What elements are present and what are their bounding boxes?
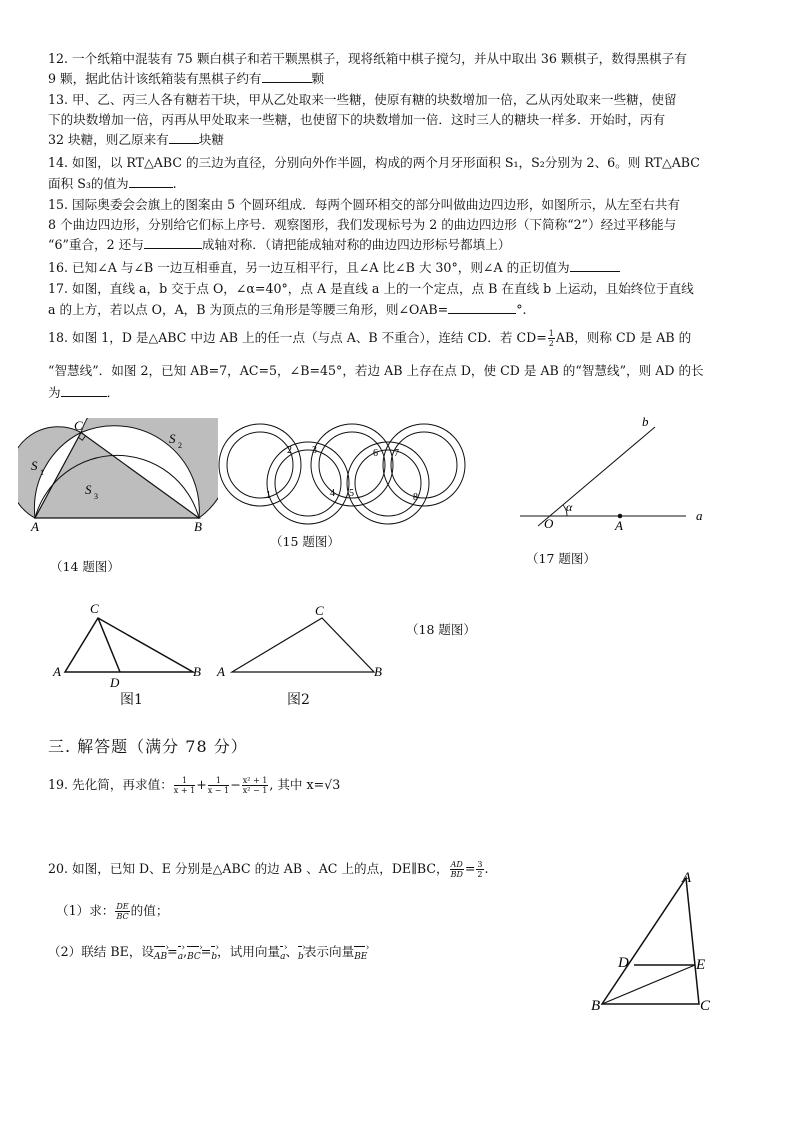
fig17-label-o: O: [544, 516, 554, 531]
fig17-label-b: b: [642, 414, 649, 429]
fig14-label-c: C: [74, 418, 83, 433]
q19-frac1: [174, 776, 195, 795]
q20-vector-be: BE ›: [354, 943, 367, 966]
q15-blank: [144, 236, 202, 249]
q19-minus: −: [230, 777, 241, 792]
q13-line3: [48, 131, 224, 149]
q19-frac3-num: x² + 1: [242, 776, 268, 785]
q17-line1: 17. 如图，直线 a，b 交于点 O，∠α=40°，点 A 是直线 a 上的一个定点，点 B 在直线 b 上运动，且始终位于直线: [48, 281, 694, 296]
fig20-label-c: C: [700, 998, 711, 1014]
q12-unit: 颗: [311, 71, 325, 86]
fig20-label-a: A: [682, 870, 692, 886]
fig15-ring-3: [383, 424, 465, 506]
fig20-label-e: E: [696, 957, 706, 973]
fig18-diagram: [50, 596, 390, 696]
q13-line2: 下的块数增加一倍，丙再从甲处取来一些糖，也使留下的块数增加一倍．这时三人的糖块一样多．开始时，丙有: [48, 112, 666, 127]
q20-vector-ab: AB ›: [154, 943, 167, 966]
q20-vector-a-2: a ›: [280, 943, 285, 966]
q20-part2: [48, 943, 367, 966]
fig18-fig2-label-c: C: [315, 603, 324, 618]
q19-frac1-den: x + 1: [173, 786, 196, 795]
q20-part1: [56, 902, 168, 921]
q16-blank: [570, 259, 620, 272]
q20-part1-text: （1）求：: [56, 903, 115, 918]
q18-text-a: 18. 如图 1，D 是△ABC 中边 AB 上的任一点（与点 A、B 不重合），连结 CD．若 CD=: [48, 330, 547, 345]
q19-frac1-num: 1: [174, 776, 195, 786]
fig20-label-d: D: [618, 955, 629, 971]
q20-part2-mid: ，试用向量: [217, 944, 281, 959]
q16-line1: [48, 259, 620, 277]
fig14-diagram: [18, 418, 218, 538]
fig14-label-s3: S: [85, 482, 92, 497]
fig15-label-5: 5: [349, 488, 354, 499]
q13-blank: [169, 131, 199, 144]
q19-frac3-den: x² − 1: [242, 786, 268, 795]
q12-line2: [48, 70, 324, 88]
q12-line1: 12. 一个纸箱中混装有 75 颗白棋子和若干颗黑棋子，现将纸箱中棋子搅匀，并从中取出 36 颗棋子，数得黑棋子有: [48, 51, 687, 66]
q18-line1: [48, 329, 691, 348]
fig18-fig2-label-b: B: [374, 664, 382, 679]
q16-text: 16. 已知∠A 与∠B 一边互相垂直，另一边互相平行，且∠A 比∠B 大 30°，则∠A 的正切值为: [48, 260, 570, 275]
q14-line2: [48, 175, 177, 193]
q18-frac-num: 1: [548, 329, 554, 338]
q19-text: 19. 先化简，再求值：: [48, 777, 173, 792]
q20-end: .: [484, 861, 489, 876]
q20-dot: 、: [285, 944, 299, 959]
fig18-fig1-label-d: D: [110, 675, 120, 690]
q14-text: 面积 S₃的值为: [48, 176, 129, 191]
q20-frac-value: [476, 860, 483, 879]
q13-unit: 块糖: [198, 132, 224, 147]
fig17-line-b: [538, 427, 655, 526]
q18-line3: [48, 384, 119, 402]
fig18-fig2-triangle: [232, 618, 374, 672]
fig14-label-s1-sub: 1: [40, 468, 44, 477]
fig14-label-s3-sub: 3: [94, 492, 98, 501]
q15-tail: 成轴对称．（请把能成轴对称的曲边四边形标号都填上）: [201, 237, 511, 252]
fig18-fig1-label-c: C: [90, 601, 99, 616]
fig15-label-1: 1: [266, 490, 271, 501]
q15-text: “6”重合，2 还与: [48, 237, 144, 252]
q18-blank: [61, 384, 107, 397]
q12-text: 9 颗，据此估计该纸箱装有黑棋子约有: [48, 71, 262, 86]
fig17-diagram: [510, 410, 710, 532]
q20-line1: [48, 860, 489, 879]
fig18-fig1-label-b: B: [193, 664, 201, 679]
q20-vector-bc: BC ›: [187, 943, 201, 966]
caption-fig1: 图1: [120, 692, 143, 708]
q19-frac2: [208, 776, 229, 795]
q19-plus: +: [196, 777, 207, 792]
caption-15: （15 题图）: [270, 534, 340, 549]
q19-sqrt: √3: [324, 777, 341, 792]
fig18-fig2-label-a: A: [217, 664, 225, 679]
fig14-label-s2: S: [169, 431, 176, 446]
fig17-label-point-a: A: [615, 518, 623, 532]
q20-vector-b: b ›: [211, 943, 217, 966]
q15-line2: 8 个曲边四边形，分别给它们标上序号．观察图形，我们发现标号为 2 的曲边四边形（下简称“2”）经过平移能与: [48, 217, 677, 232]
fig15-label-7: 7: [394, 448, 399, 459]
fig14-label-b: B: [194, 519, 202, 534]
q18-text-c: 为: [48, 385, 61, 400]
q19-frac2-num: 1: [208, 776, 229, 786]
q19-line: [48, 776, 340, 795]
caption-14: （14 题图）: [50, 559, 120, 574]
q17-text: a 的上方，若以点 O，A，B 为顶点的三角形是等腰三角形，则∠OAB=: [48, 302, 449, 317]
q20-vector-b-2: b ›: [298, 943, 304, 966]
fig17-label-a-line: a: [696, 508, 703, 523]
section-3-title: 三. 解答题（满分 78 分）: [48, 737, 248, 756]
fig20-triangle: [602, 878, 699, 1004]
fig20-label-b: B: [591, 998, 601, 1014]
q18-fraction: [548, 329, 555, 348]
fig15-label-4: 4: [330, 488, 335, 499]
fig15-label-8: 8: [413, 492, 418, 503]
fig15-ring-4: [267, 442, 349, 524]
q15-line1: 15. 国际奥委会会旗上的图案由 5 个圆环组成．每两个圆环相交的部分叫做曲边四边形，如图所示，从左至右共有: [48, 197, 680, 212]
fig14-label-a: A: [31, 519, 39, 534]
q20-frac-value-num: 3: [477, 860, 483, 869]
q20-frac-value-den: 2: [477, 870, 483, 879]
q17-line2: [48, 301, 527, 319]
q20-part1-tail: 的值；: [130, 903, 169, 918]
caption-17: （17 题图）: [526, 551, 596, 566]
q20-part2-text: （2）联结 BE，设: [48, 944, 155, 959]
q13-text: 32 块糖，则乙原来有: [48, 132, 169, 147]
q12-blank: [262, 70, 312, 83]
q20-frac-ratio-num: AD: [450, 860, 463, 869]
q15-line3: [48, 236, 510, 254]
q20-part1-frac-den: BC: [116, 912, 129, 921]
fig15-label-6: 6: [373, 448, 378, 459]
fig15-ring-5: [347, 442, 429, 524]
q20-eq1: =: [167, 944, 178, 959]
q19-frac3: [242, 776, 269, 795]
q20-part1-frac-num: DE: [116, 902, 129, 911]
fig18-fig1-cd: [98, 618, 120, 672]
caption-18: （18 题图）: [406, 622, 476, 637]
q17-unit: °.: [516, 302, 527, 317]
q18-end: ．: [106, 385, 120, 400]
q20-comma: ,: [183, 944, 188, 959]
q19-frac2-den: x − 1: [207, 786, 230, 795]
q19-cond: , 其中 x=: [269, 777, 325, 792]
fig14-label-s2-sub: 2: [178, 441, 182, 450]
fig18-fig1-triangle: [65, 618, 193, 672]
fig18-fig1-label-a: A: [53, 664, 61, 679]
fig17-label-alpha: α: [566, 500, 573, 514]
q20-eq: =: [464, 861, 476, 876]
fig15-diagram: [212, 420, 474, 528]
fig20-diagram: [586, 864, 726, 1016]
q20-part1-frac: [115, 902, 129, 921]
q17-blank: [448, 301, 516, 314]
fig20-segment-be: [602, 965, 695, 1004]
q14-blank: [129, 175, 173, 188]
q13-line1: 13. 甲、乙、丙三人各有糖若干块，甲从乙处取来一些糖，使原有糖的块数增加一倍，乙从丙处取来一些糖，使留: [48, 92, 677, 107]
q20-part2-end: 表示向量: [303, 944, 355, 959]
q20-frac-ratio: [450, 860, 464, 879]
q20-eq2: =: [200, 944, 212, 959]
q14-end: .: [172, 176, 177, 191]
q18-line2: “智慧线”．如图 2，已知 AB=7，AC=5，∠B=45°，若边 AB 上存在点 D，使 CD 是 AB 的“智慧线”，则 AD 的长: [48, 363, 704, 378]
caption-fig2: 图2: [287, 692, 310, 708]
fig14-label-s1: S: [31, 458, 38, 473]
fig15-label-3: 3: [312, 445, 317, 456]
q20-text: 20. 如图，已知 D、E 分别是△ABC 的边 AB 、AC 上的点，DE∥BC，: [48, 861, 449, 876]
fig15-label-2: 2: [287, 445, 292, 456]
q20-vector-a: a ›: [178, 943, 183, 966]
q18-text-b: AB，则称 CD 是 AB 的: [555, 330, 692, 345]
q18-frac-den: 2: [548, 339, 554, 348]
fig15-ring-1: [219, 424, 301, 506]
q14-line1: 14. 如图，以 RT△ABC 的三边为直径，分别向外作半圆，构成的两个月牙形面积 S₁，S₂分别为 2、6。则 RT△ABC: [48, 155, 700, 170]
q20-frac-ratio-den: BD: [450, 870, 463, 879]
